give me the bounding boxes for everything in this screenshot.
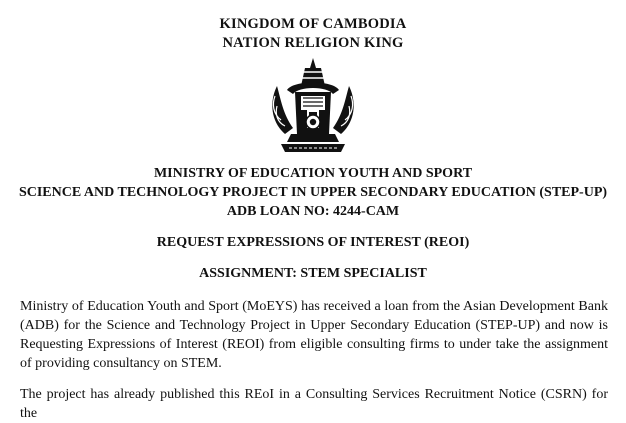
ministry-heading: MINISTRY OF EDUCATION YOUTH AND SPORT (153, 166, 473, 181)
request-title: REQUEST EXPRESSIONS OF INTEREST (REOI) (156, 235, 470, 250)
project-heading: SCIENCE AND TECHNOLOGY PROJECT IN UPPER SECONDARY EDUCATION (STEP-UP) (18, 185, 608, 200)
body-paragraph-1: Ministry of Education Youth and Sport (MoEYS) has received a loan from the Asian Development Bank (ADB) for the Science and Technology Project in Upper Secondary Education (STEP-UP) and now is Requesting Expressions of Interest (REOI) from eligible consulting firms to under take the assignment of providing consultancy on STEM. (20, 299, 608, 371)
motto-heading: NATION RELIGION KING (222, 35, 404, 51)
body-paragraph-2: The project has already published this REoI in a Consulting Services Recruitment Notice (CSRN) for the (20, 387, 608, 421)
royal-coat-of-arms-emblem-icon (263, 56, 363, 160)
assignment-title: ASSIGNMENT: STEM SPECIALIST (199, 266, 427, 281)
loan-number: ADB LOAN NO: 4244-CAM (226, 204, 400, 219)
kingdom-heading: KINGDOM OF CAMBODIA (219, 16, 407, 32)
